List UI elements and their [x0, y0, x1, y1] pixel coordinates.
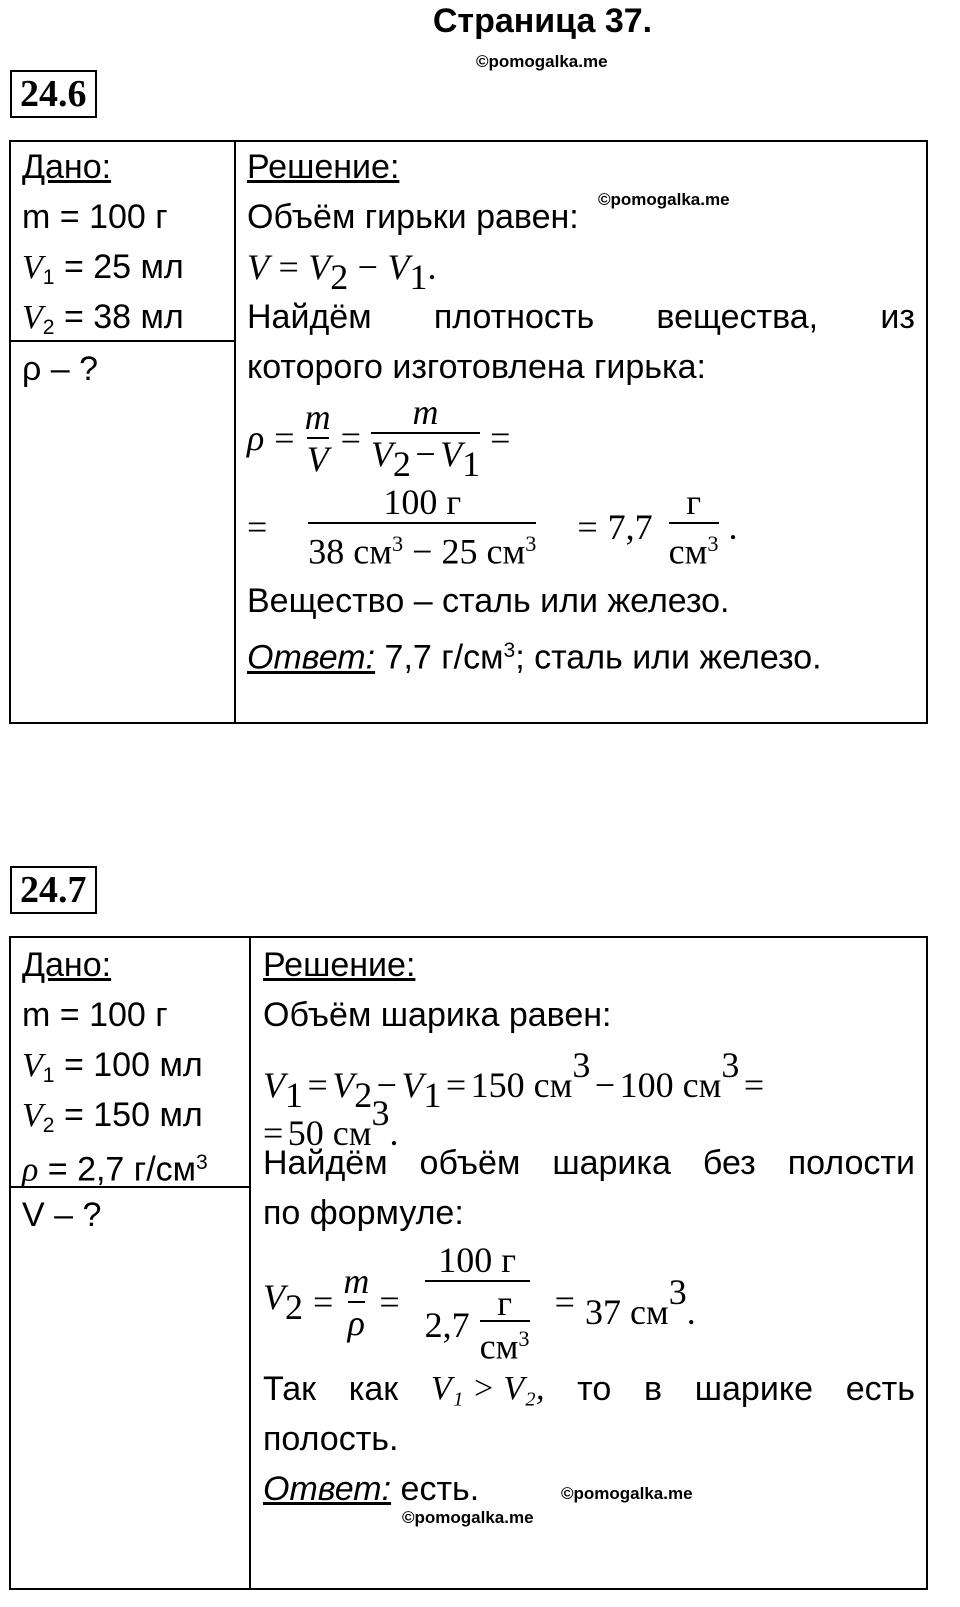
answer-line: Ответ: есть.: [263, 1470, 480, 1508]
given-v2: $V_2 = 150$ мл: [22, 1096, 203, 1137]
formula-density-calc: = $\frac{100 г}{38 см^3 - 25 см^3}$ = 7,7 $\frac{г}{см^3}$ .: [247, 482, 738, 572]
formula-volume-result: = 50 $см^3$.: [263, 1093, 399, 1153]
table-divider: [249, 936, 251, 1590]
given-label: Дано:: [22, 148, 112, 186]
solution-conclusion: Вещество – сталь или железо.: [247, 582, 730, 620]
solution-line-volume: Объём гирьки равен:: [247, 198, 579, 236]
given-density: ρ = 2,7 $г/см^3$: [22, 1150, 208, 1189]
find-density: ρ – ?: [22, 350, 99, 388]
solution-line-material: которого изготовлена гирька:: [247, 348, 706, 386]
solution-label: Решение:: [247, 148, 400, 186]
formula-solid-volume: $V_2$ = $\frac{m}{\rho}$ = 100 г 2,7 $\frac{г}{см^3}$ = 37 $см^3$.: [263, 1240, 696, 1367]
solution-line-cavity: полость.: [263, 1420, 399, 1458]
formula-volume-diff: $V_1 = V_2 - V_1 = 150$ $см^3 - 100$ $см^3$ =: [263, 1045, 765, 1115]
watermark: ©pomogalka.me: [598, 190, 730, 209]
given-mass: m = 100 г: [22, 198, 168, 236]
solution-line-formula: по формуле:: [263, 1194, 464, 1232]
page-title: Страница 37.: [432, 2, 653, 40]
problem-number-24-7: 24.7: [10, 866, 97, 914]
formula-density: ρ = $\frac{m}{V}$ = $\frac{m}{V_2 - V_1}$ =: [247, 392, 511, 485]
problem-number-24-6: 24.6: [10, 70, 97, 118]
solution-label: Решение:: [263, 946, 416, 984]
solution-line-density: Найдём плотность вещества, из: [247, 298, 915, 336]
watermark: ©pomogalka.me: [402, 1508, 534, 1527]
given-mass: m = 100 г: [22, 996, 168, 1034]
solution-line-compare: Так как V₁ > V₂, то в шарике есть: [263, 1370, 915, 1408]
given-label: Дано:: [22, 946, 112, 984]
formula-volume: $V = V_2 - V_1$.: [247, 247, 437, 298]
given-v1: $V_1 = 25$ мл: [22, 248, 184, 289]
table-divider: [234, 140, 236, 724]
watermark: ©pomogalka.me: [476, 52, 608, 71]
solution-line-volume: Объём шарика равен:: [263, 996, 612, 1034]
answer-line: Ответ: 7,7 $г/см^3$; сталь или железо.: [247, 638, 822, 677]
find-volume: V – ?: [22, 1196, 102, 1234]
given-v2: $V_2 = 38$ мл: [22, 298, 184, 339]
given-v1: $V_1 = 100$ мл: [22, 1046, 203, 1087]
solution-line-solid: Найдём объём шарика без полости: [263, 1144, 915, 1182]
watermark: ©pomogalka.me: [561, 1484, 693, 1503]
